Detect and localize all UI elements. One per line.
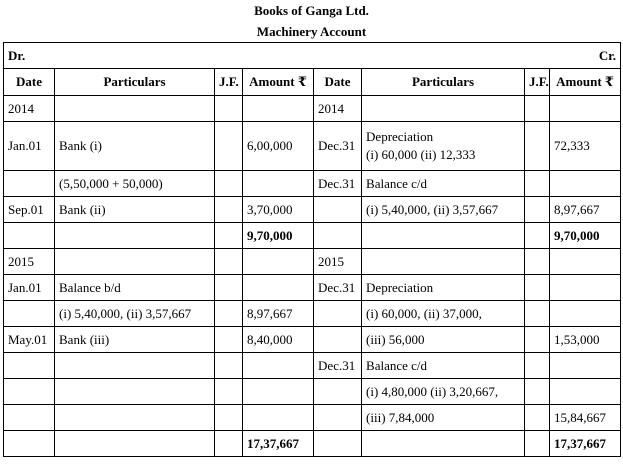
cell-particulars-dr — [55, 379, 215, 405]
cell-jf-dr — [215, 171, 243, 197]
cell-jf-dr — [215, 275, 243, 301]
cell-date-dr — [4, 405, 55, 431]
cell-jf-dr — [215, 431, 243, 457]
cell-particulars-cr: (iii) 7,84,000 — [362, 405, 525, 431]
cell-amount-cr: 9,70,000 — [550, 223, 621, 249]
cell-date-cr — [314, 405, 362, 431]
cell-particulars-cr — [362, 223, 525, 249]
cell-particulars-dr — [55, 431, 215, 457]
cell-amount-cr: 15,84,667 — [550, 405, 621, 431]
cell-jf-cr — [525, 223, 550, 249]
cell-jf-cr — [525, 122, 550, 171]
cell-amount-dr — [243, 96, 314, 122]
cell-date-cr: Dec.31 — [314, 353, 362, 379]
cell-jf-dr — [215, 122, 243, 171]
col-header-jf-dr: J.F. — [215, 69, 243, 96]
cell-date-cr — [314, 431, 362, 457]
cell-amount-dr: 3,70,000 — [243, 197, 314, 223]
cell-jf-cr — [525, 405, 550, 431]
table-row — [4, 197, 621, 223]
table-row — [4, 379, 621, 405]
cell-jf-dr — [215, 96, 243, 122]
cell-amount-cr: 72,333 — [550, 122, 621, 171]
dr-cr-row — [4, 43, 621, 69]
cell-amount-dr: 6,00,000 — [243, 122, 314, 171]
column-header-row — [4, 69, 621, 96]
cell-amount-dr — [243, 379, 314, 405]
cell-amount-cr — [550, 249, 621, 275]
cell-date-dr: Sep.01 — [4, 197, 55, 223]
cell-amount-dr: 8,40,000 — [243, 327, 314, 353]
cell-date-cr: Dec.31 — [314, 122, 362, 171]
cell-jf-cr — [525, 171, 550, 197]
cell-amount-cr — [550, 275, 621, 301]
cell-amount-cr — [550, 301, 621, 327]
cell-date-cr — [314, 301, 362, 327]
dr-label: Dr. — [4, 43, 314, 69]
cell-particulars-dr — [55, 249, 215, 275]
cell-amount-dr — [243, 275, 314, 301]
cell-jf-dr — [215, 197, 243, 223]
cell-amount-dr: 17,37,667 — [243, 431, 314, 457]
total-row — [4, 223, 621, 249]
cell-jf-cr — [525, 197, 550, 223]
cell-particulars-cr: (i) 5,40,000, (ii) 3,57,667 — [362, 197, 525, 223]
cell-jf-cr — [525, 249, 550, 275]
cell-particulars-dr: Bank (i) — [55, 122, 215, 171]
cell-jf-dr — [215, 249, 243, 275]
cell-date-dr — [4, 223, 55, 249]
cell-date-cr: Dec.31 — [314, 171, 362, 197]
col-header-amount-dr: Amount ₹ — [243, 69, 314, 96]
cell-amount-dr — [243, 405, 314, 431]
account-title: Machinery Account — [256, 24, 367, 39]
cell-jf-dr — [215, 327, 243, 353]
cell-particulars-dr — [55, 223, 215, 249]
cell-date-dr — [4, 353, 55, 379]
cell-date-dr — [4, 379, 55, 405]
cell-date-dr — [4, 431, 55, 457]
cell-amount-cr — [550, 353, 621, 379]
col-header-amount-cr: Amount ₹ — [550, 69, 621, 96]
cell-jf-cr — [525, 96, 550, 122]
cell-particulars-cr: (iii) 56,000 — [362, 327, 525, 353]
col-header-particulars-dr: Particulars — [55, 69, 215, 96]
cell-amount-cr: 1,53,000 — [550, 327, 621, 353]
table-row — [4, 96, 621, 122]
table-row — [4, 171, 621, 197]
table-row — [4, 275, 621, 301]
cell-particulars-dr: Balance b/d — [55, 275, 215, 301]
col-header-date-cr: Date — [314, 69, 362, 96]
cell-jf-dr — [215, 405, 243, 431]
cell-amount-dr: 9,70,000 — [243, 223, 314, 249]
cell-jf-cr — [525, 301, 550, 327]
cell-jf-dr — [215, 379, 243, 405]
cell-particulars-cr — [362, 249, 525, 275]
cell-particulars-dr: Bank (iii) — [55, 327, 215, 353]
col-header-jf-cr: J.F. — [525, 69, 550, 96]
cell-particulars-dr: (i) 5,40,000, (ii) 3,57,667 — [55, 301, 215, 327]
cell-amount-dr — [243, 171, 314, 197]
cell-date-dr — [4, 171, 55, 197]
cell-jf-cr — [525, 353, 550, 379]
cell-amount-cr — [550, 379, 621, 405]
cell-jf-dr — [215, 353, 243, 379]
cell-particulars-dr: (5,50,000 + 50,000) — [55, 171, 215, 197]
cell-particulars-cr: (i) 60,000, (ii) 37,000, — [362, 301, 525, 327]
table-row — [4, 353, 621, 379]
cell-date-cr: 2015 — [314, 249, 362, 275]
cell-particulars-cr — [362, 431, 525, 457]
cell-date-dr: 2015 — [4, 249, 55, 275]
cell-date-cr: Dec.31 — [314, 275, 362, 301]
total-row — [4, 431, 621, 457]
cell-particulars-dr: Bank (ii) — [55, 197, 215, 223]
table-row — [4, 405, 621, 431]
cell-particulars-dr — [55, 96, 215, 122]
table-row — [4, 249, 621, 275]
cell-date-cr — [314, 223, 362, 249]
cell-amount-cr — [550, 96, 621, 122]
ledger-table — [3, 42, 621, 457]
cell-date-dr — [4, 301, 55, 327]
cell-date-cr — [314, 197, 362, 223]
cell-date-dr: 2014 — [4, 96, 55, 122]
col-header-particulars-cr: Particulars — [362, 69, 525, 96]
cell-date-dr: May.01 — [4, 327, 55, 353]
cell-jf-dr — [215, 223, 243, 249]
cell-particulars-cr — [362, 96, 525, 122]
cell-particulars-cr: Balance c/d — [362, 171, 525, 197]
cell-particulars-dr — [55, 353, 215, 379]
cr-label: Cr. — [314, 43, 621, 69]
cell-date-cr — [314, 327, 362, 353]
cell-date-dr: Jan.01 — [4, 122, 55, 171]
cell-jf-cr — [525, 431, 550, 457]
cell-particulars-cr: Depreciation — [362, 275, 525, 301]
cell-jf-cr — [525, 275, 550, 301]
cell-amount-cr — [550, 171, 621, 197]
cell-amount-cr: 17,37,667 — [550, 431, 621, 457]
table-row — [4, 122, 621, 171]
cell-particulars-cr: (i) 4,80,000 (ii) 3,20,667, — [362, 379, 525, 405]
cell-amount-dr — [243, 353, 314, 379]
table-row — [4, 327, 621, 353]
cell-jf-cr — [525, 327, 550, 353]
cell-date-cr — [314, 379, 362, 405]
company-title: Books of Ganga Ltd. — [254, 3, 369, 18]
cell-particulars-cr — [362, 122, 525, 171]
cell-jf-cr — [525, 379, 550, 405]
cell-amount-dr: 8,97,667 — [243, 301, 314, 327]
cell-particulars-dr — [55, 405, 215, 431]
col-header-date-dr: Date — [4, 69, 55, 96]
cell-date-dr: Jan.01 — [4, 275, 55, 301]
cell-particulars-cr: Balance c/d — [362, 353, 525, 379]
table-row — [4, 301, 621, 327]
cell-particulars-cr-line1: Depreciation — [366, 129, 434, 144]
cell-date-cr: 2014 — [314, 96, 362, 122]
cell-jf-dr — [215, 301, 243, 327]
cell-amount-cr: 8,97,667 — [550, 197, 621, 223]
cell-amount-dr — [243, 249, 314, 275]
cell-particulars-cr-line2: (i) 60,000 (ii) 12,333 — [366, 147, 476, 162]
